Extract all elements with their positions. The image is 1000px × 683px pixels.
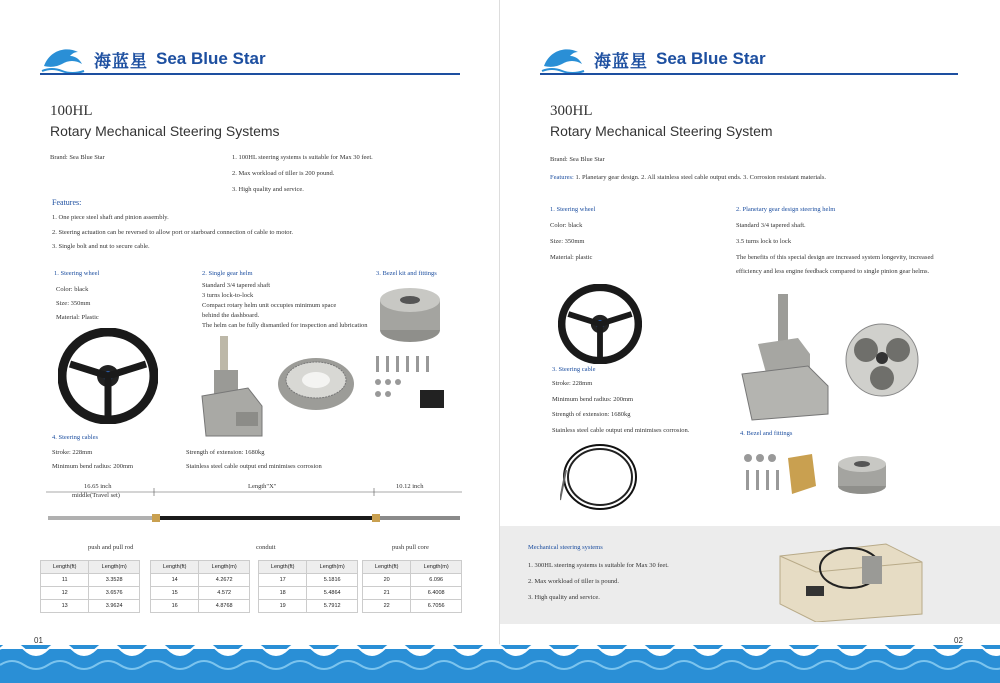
features-label: Features: bbox=[550, 174, 574, 181]
brand-english: Sea Blue Star bbox=[656, 49, 766, 68]
summary-3: 3. High quality and service. bbox=[232, 186, 304, 193]
cable-stroke: Stroke: 228mm bbox=[552, 380, 593, 387]
wheel-size: Size: 350mm bbox=[550, 238, 585, 245]
header-rule bbox=[40, 73, 460, 75]
table-cell: 16 bbox=[151, 600, 199, 613]
features-title: Features: bbox=[52, 198, 82, 207]
helm-line-3: The benefits of this special design are increased system longevity, increased bbox=[736, 254, 934, 261]
planetary-gear-image bbox=[844, 320, 920, 400]
table-header: Length(ft) bbox=[151, 561, 199, 574]
table-header: Length(ft) bbox=[259, 561, 307, 574]
table-cell: 3.6576 bbox=[89, 587, 140, 600]
table-cell: 22 bbox=[363, 600, 411, 613]
cable-diagram bbox=[44, 486, 464, 534]
table-cell: 15 bbox=[151, 587, 199, 600]
table-header: Length(m) bbox=[199, 561, 250, 574]
brand-english: Sea Blue Star bbox=[156, 49, 266, 68]
wheel-color: Color: black bbox=[56, 286, 89, 293]
table-cell: 19 bbox=[259, 600, 307, 613]
table-cell: 5.7912 bbox=[307, 600, 358, 613]
table-cell: 11 bbox=[41, 574, 89, 587]
brand-line: Brand: Sea Blue Star bbox=[50, 154, 105, 161]
wheel-size: Size: 350mm bbox=[56, 300, 91, 307]
brand-chinese: 海蓝星 bbox=[594, 51, 648, 72]
model-title: 100HL bbox=[50, 103, 93, 119]
table-cell: 3.3528 bbox=[89, 574, 140, 587]
planetary-helm-image bbox=[738, 294, 838, 424]
helm-line-4: behind the dashboard. bbox=[202, 312, 260, 319]
length-table-4 bbox=[362, 560, 462, 613]
cable-title: 3. Steering cable bbox=[552, 366, 596, 373]
diagram-d2: 10.12 inch bbox=[396, 483, 424, 490]
table-cell: 5.1816 bbox=[307, 574, 358, 587]
dolphin-icon bbox=[540, 44, 586, 74]
gear-ring-image bbox=[276, 356, 356, 412]
steering-cable-image bbox=[560, 440, 640, 514]
helm-image bbox=[196, 336, 268, 446]
wheel-title: 1. Steering wheel bbox=[550, 206, 596, 213]
box-title: Mechanical steering systems bbox=[528, 544, 603, 551]
fittings-image bbox=[372, 354, 452, 414]
feature-2: 2. Steering actuation can be reversed to allow port or starboard connection of cable to motor. bbox=[52, 229, 293, 236]
table-cell: 3.9624 bbox=[89, 600, 140, 613]
helm-line-2: 3.5 turns lock to lock bbox=[736, 238, 792, 245]
table-header: Length(ft) bbox=[363, 561, 411, 574]
bezel-title: 4. Bezel and fittings bbox=[740, 430, 793, 437]
summary-2: 2. Max workload of tiller is 200 pound. bbox=[232, 170, 335, 177]
feature-1: 1. One piece steel shaft and pinion assembly. bbox=[52, 214, 169, 221]
page-subtitle: Rotary Mechanical Steering System bbox=[550, 123, 773, 139]
table-cell: 14 bbox=[151, 574, 199, 587]
header-rule bbox=[540, 73, 958, 75]
features-text: 1. Planetary gear design. 2. All stainless steel cable output ends. 3. Corrosion resistant materials. bbox=[573, 174, 827, 181]
length-table-2 bbox=[150, 560, 250, 613]
wave-footer bbox=[0, 635, 1000, 683]
helm-title: 2. Single gear helm bbox=[202, 270, 253, 277]
length-table-3 bbox=[258, 560, 358, 613]
box-line-2: 2. Max workload of tiller is pound. bbox=[528, 578, 619, 585]
table-cell: 6.096 bbox=[411, 574, 462, 587]
diagram-label-rod: push and pull rod bbox=[88, 544, 134, 551]
brand-logo bbox=[40, 44, 266, 74]
diagram-length: Length"X" bbox=[248, 483, 277, 490]
steering-wheel-image bbox=[558, 284, 642, 364]
brand-logo bbox=[540, 44, 766, 74]
helm-title: 2. Planetary gear design steering helm bbox=[736, 206, 836, 213]
page-subtitle: Rotary Mechanical Steering Systems bbox=[50, 123, 280, 139]
brand-chinese: 海蓝星 bbox=[94, 51, 148, 72]
brand-line: Brand: Sea Blue Star bbox=[550, 156, 605, 163]
summary-1: 1. 100HL steering systems is suitable for Max 30 feet. bbox=[232, 154, 373, 161]
wheel-material: Material: Plastic bbox=[56, 314, 99, 321]
wheel-title: 1. Steering wheel bbox=[54, 270, 100, 277]
helm-line-5: The helm can be fully dismantled for inspection and lubrication bbox=[202, 322, 368, 329]
table-cell: 12 bbox=[41, 587, 89, 600]
table-cell: 20 bbox=[363, 574, 411, 587]
page-number-left: 01 bbox=[34, 636, 43, 645]
page-number-right: 02 bbox=[954, 636, 963, 645]
helm-line-2: 3 turns lock-to-lock bbox=[202, 292, 254, 299]
table-cell: 13 bbox=[41, 600, 89, 613]
features-line bbox=[550, 174, 826, 181]
cables-strength: Strength of extension: 1680kg bbox=[186, 449, 265, 456]
cables-radius: Minimum bend radius: 200mm bbox=[52, 463, 134, 470]
table-cell: 6.4008 bbox=[411, 587, 462, 600]
helm-line-3: Compact rotary helm unit occupies minimum space bbox=[202, 302, 337, 309]
table-cell: 6.7056 bbox=[411, 600, 462, 613]
table-cell: 18 bbox=[259, 587, 307, 600]
bezel-image bbox=[378, 286, 442, 344]
cable-radius: Minimum bend radius: 200mm bbox=[552, 396, 634, 403]
table-header: Length(m) bbox=[89, 561, 140, 574]
helm-line-4: efficiency and less engine feedback compared to single pinion gear helms. bbox=[736, 268, 930, 275]
table-cell: 4.572 bbox=[199, 587, 250, 600]
diagram-label-conduit: conduit bbox=[256, 544, 276, 551]
diagram-label-core: push pull core bbox=[392, 544, 429, 551]
helm-line-1: Standard 3/4 tapered shaft. bbox=[736, 222, 806, 229]
helm-line-1: Standard 3/4 tapered shaft bbox=[202, 282, 271, 289]
table-header: Length(m) bbox=[411, 561, 462, 574]
cables-stainless: Stainless steel cable output end minimises corrosion bbox=[186, 463, 322, 470]
feature-3: 3. Single bolt and nut to secure cable. bbox=[52, 243, 150, 250]
cables-stroke: Stroke: 228mm bbox=[52, 449, 93, 456]
summary-box bbox=[500, 526, 1000, 624]
table-cell: 4.2672 bbox=[199, 574, 250, 587]
product-box-image bbox=[776, 534, 926, 622]
cables-title: 4. Steering cables bbox=[52, 434, 99, 441]
bezel-fittings-image bbox=[740, 446, 890, 502]
cable-strength: Strength of extension: 1680kg bbox=[552, 411, 631, 418]
table-cell: 21 bbox=[363, 587, 411, 600]
steering-wheel-image bbox=[58, 328, 158, 424]
length-table-1 bbox=[40, 560, 140, 613]
table-cell: 4.8768 bbox=[199, 600, 250, 613]
dolphin-icon bbox=[40, 44, 86, 74]
table-header: Length(ft) bbox=[41, 561, 89, 574]
cable-stainless: Stainless steel cable output end minimises corrosion. bbox=[552, 427, 690, 434]
model-title: 300HL bbox=[550, 103, 593, 119]
bezel-title: 3. Bezel kit and fittings bbox=[376, 270, 437, 277]
wheel-material: Material: plastic bbox=[550, 254, 593, 261]
table-cell: 17 bbox=[259, 574, 307, 587]
table-header: Length(m) bbox=[307, 561, 358, 574]
diagram-d1: 16.65 inch bbox=[84, 483, 112, 490]
wheel-color: Color: black bbox=[550, 222, 583, 229]
table-cell: 5.4864 bbox=[307, 587, 358, 600]
diagram-d1b: middle(Travel set) bbox=[72, 492, 120, 499]
box-line-3: 3. High quality and service. bbox=[528, 594, 600, 601]
box-line-1: 1. 300HL steering systems is suitable for Max 30 feet. bbox=[528, 562, 669, 569]
